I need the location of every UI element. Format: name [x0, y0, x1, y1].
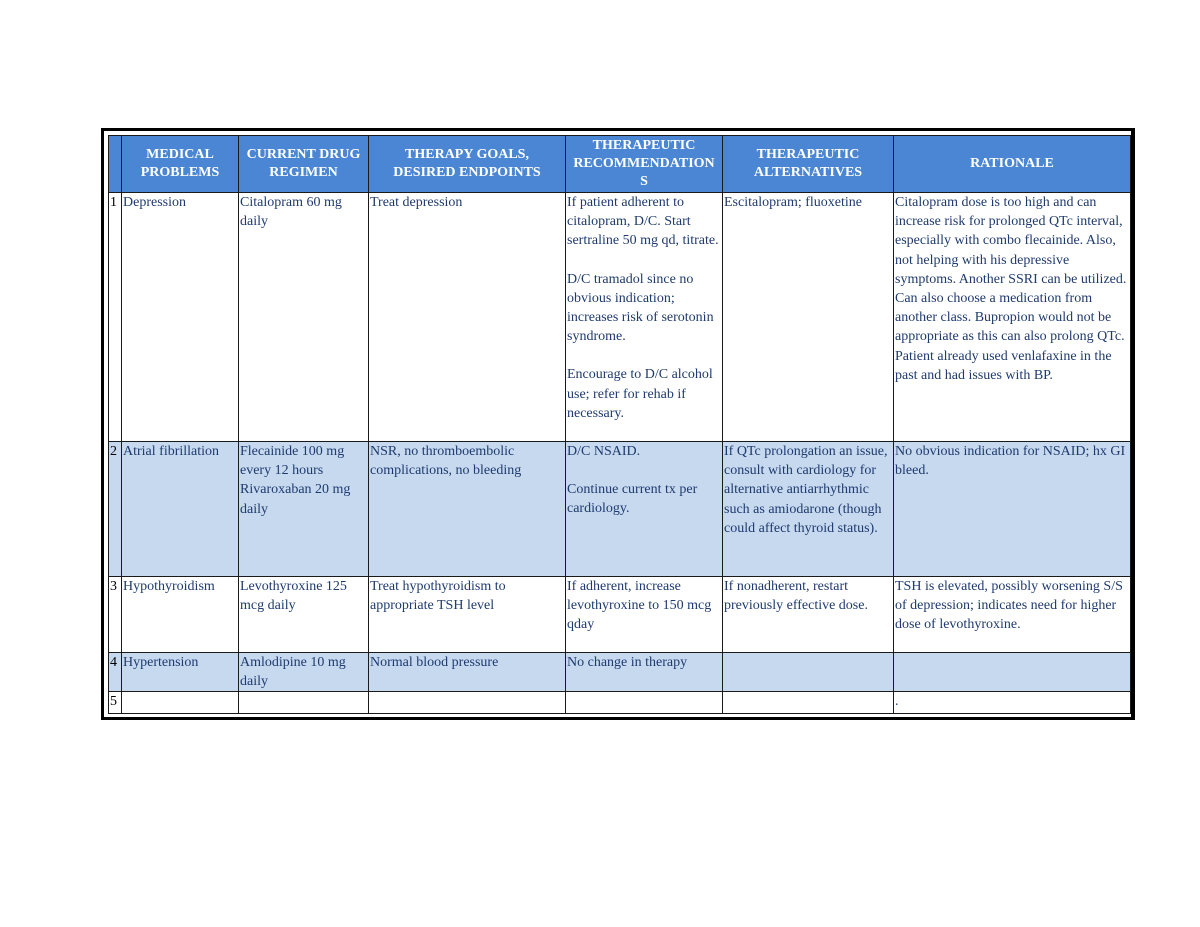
therapy-goal-cell — [369, 692, 566, 714]
medical-problem-cell — [122, 692, 239, 714]
recommendation-paragraph: D/C NSAID. — [567, 444, 641, 459]
row-number: 4 — [109, 653, 122, 692]
recommendation-cell — [566, 193, 723, 442]
care-plan-table-frame — [101, 128, 1135, 720]
care-plan-table — [108, 135, 1131, 714]
drug-regimen-cell: Amlodipine 10 mg daily — [239, 653, 369, 692]
therapy-goal-cell: Treat depression — [369, 193, 566, 442]
recommendation-cell — [566, 442, 723, 577]
rationale-cell: . — [894, 692, 1131, 714]
drug-regimen-cell: Citalopram 60 mg daily — [239, 193, 369, 442]
row-number: 5 — [109, 692, 122, 714]
table-row-empty — [109, 692, 1131, 714]
alternatives-cell — [723, 692, 894, 714]
drug-regimen-cell: Levothyroxine 125 mcg daily — [239, 577, 369, 653]
recommendation-paragraph: D/C tramadol since no obvious indication; increases risk of serotonin syndrome. — [567, 271, 714, 345]
header-alternatives: THERAPEUTIC ALTERNATIVES — [723, 136, 894, 193]
row-number: 3 — [109, 577, 122, 653]
recommendation-paragraph: If adherent, increase levothyroxine to 150 mcg qday — [567, 579, 712, 633]
alternatives-cell: Escitalopram; fluoxetine — [723, 193, 894, 442]
medical-problem-cell: Hypothyroidism — [122, 577, 239, 653]
row-number: 1 — [109, 193, 122, 442]
recommendation-paragraph: Continue current tx per cardiology. — [567, 482, 698, 517]
medical-problem-cell: Hypertension — [122, 653, 239, 692]
header-row — [109, 136, 1131, 193]
alternatives-cell: If nonadherent, restart previously effective dose. — [723, 577, 894, 653]
recommendation-cell — [566, 653, 723, 692]
alternatives-cell — [723, 653, 894, 692]
recommendation-cell — [566, 577, 723, 653]
table-row-hypothyroidism — [109, 577, 1131, 653]
rationale-cell: TSH is elevated, possibly worsening S/S of depression; indicates need for higher dose of levothyroxine. — [894, 577, 1131, 653]
table-row-hypertension — [109, 653, 1131, 692]
alternatives-cell: If QTc prolongation an issue, consult with cardiology for alternative antiarrhythmic such as amiodarone (though could affect thyroid status). — [723, 442, 894, 577]
header-rationale: RATIONALE — [894, 136, 1131, 193]
medical-problem-cell: Atrial fibrillation — [122, 442, 239, 577]
header-therapy-goals: THERAPY GOALS, DESIRED ENDPOINTS — [369, 136, 566, 193]
therapy-goal-cell: Treat hypothyroidism to appropriate TSH level — [369, 577, 566, 653]
header-current-regimen: CURRENT DRUG REGIMEN — [239, 136, 369, 193]
header-recommendations: THERAPEUTIC RECOMMENDATIONS — [566, 136, 723, 193]
header-number — [109, 136, 122, 193]
drug-regimen-cell — [239, 692, 369, 714]
recommendation-paragraph: No change in therapy — [567, 655, 688, 670]
recommendation-paragraph: Encourage to D/C alcohol use; refer for rehab if necessary. — [567, 367, 713, 421]
medical-problem-cell: Depression — [122, 193, 239, 442]
recommendation-cell — [566, 692, 723, 714]
rationale-cell: Citalopram dose is too high and can increase risk for prolonged QTc interval, especially with combo flecainide. Also, not helping with his depressive symptoms. Another SSRI can be utilized. Can also choose a medication from another class. Bupropion would not be appropriate as this can also prolong QTc. Patient already used venlafaxine in the past and had issues with BP. — [894, 193, 1131, 442]
therapy-goal-cell: Normal blood pressure — [369, 653, 566, 692]
table-row-depression — [109, 193, 1131, 442]
drug-regimen-cell: Flecainide 100 mg every 12 hours Rivaroxaban 20 mg daily — [239, 442, 369, 577]
rationale-cell — [894, 653, 1131, 692]
rationale-cell: No obvious indication for NSAID; hx GI bleed. — [894, 442, 1131, 577]
therapy-goal-cell: NSR, no thromboembolic complications, no bleeding — [369, 442, 566, 577]
recommendation-paragraph: If patient adherent to citalopram, D/C. Start sertraline 50 mg qd, titrate. — [567, 195, 719, 249]
header-medical-problems: MEDICAL PROBLEMS — [122, 136, 239, 193]
row-number: 2 — [109, 442, 122, 577]
table-row-atrial-fibrillation — [109, 442, 1131, 577]
